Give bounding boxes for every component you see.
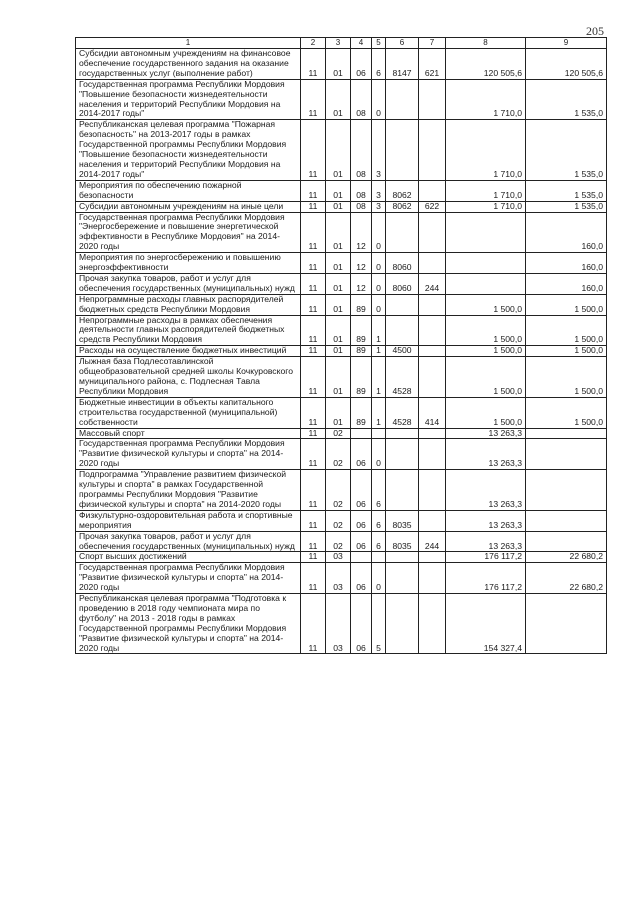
row-name-cell: Прочая закупка товаров, работ и услуг для обеспечения государственных (муниципальных) нужд bbox=[76, 273, 301, 294]
table-row bbox=[76, 439, 607, 470]
section-code-cell: 11 bbox=[301, 552, 326, 563]
amount-col8-cell: 13 263,3 bbox=[446, 439, 526, 470]
table-row bbox=[76, 49, 607, 80]
amount-col9-cell bbox=[526, 510, 607, 531]
header-cell: 3 bbox=[326, 38, 351, 49]
amount-col9-cell: 1 535,0 bbox=[526, 79, 607, 120]
program-code-cell: 06 bbox=[351, 510, 372, 531]
target-item-cell: 4500 bbox=[386, 346, 419, 357]
subprogram-code-cell: 0 bbox=[372, 212, 386, 253]
subsection-code-cell: 01 bbox=[326, 212, 351, 253]
section-code-cell: 11 bbox=[301, 180, 326, 201]
row-name-cell: Спорт высших достижений bbox=[76, 552, 301, 563]
header-cell: 6 bbox=[386, 38, 419, 49]
amount-col9-cell: 160,0 bbox=[526, 212, 607, 253]
target-item-cell bbox=[386, 563, 419, 594]
row-name-cell: Физкультурно-оздоровительная работа и спортивные мероприятия bbox=[76, 510, 301, 531]
table-row bbox=[76, 470, 607, 511]
amount-col8-cell: 1 500,0 bbox=[446, 294, 526, 315]
section-code-cell: 11 bbox=[301, 563, 326, 594]
expense-type-cell: 622 bbox=[419, 201, 446, 212]
amount-col8-cell: 13 263,3 bbox=[446, 428, 526, 439]
table-row bbox=[76, 180, 607, 201]
target-item-cell bbox=[386, 428, 419, 439]
target-item-cell bbox=[386, 212, 419, 253]
program-code-cell: 06 bbox=[351, 563, 372, 594]
subsection-code-cell: 03 bbox=[326, 563, 351, 594]
amount-col9-cell: 1 500,0 bbox=[526, 294, 607, 315]
expense-type-cell bbox=[419, 510, 446, 531]
subsection-code-cell: 02 bbox=[326, 439, 351, 470]
target-item-cell: 8060 bbox=[386, 253, 419, 274]
row-name-cell: Государственная программа Республики Мордовия "Повышение безопасности жизнедеятельности населения и территорий Республики Мордовия на 2014-2017 годы" bbox=[76, 79, 301, 120]
expense-type-cell bbox=[419, 253, 446, 274]
table-row bbox=[76, 397, 607, 428]
amount-col8-cell: 13 263,3 bbox=[446, 470, 526, 511]
amount-col8-cell bbox=[446, 273, 526, 294]
section-code-cell: 11 bbox=[301, 315, 326, 346]
subsection-code-cell: 02 bbox=[326, 470, 351, 511]
amount-col8-cell: 13 263,3 bbox=[446, 510, 526, 531]
section-code-cell: 11 bbox=[301, 120, 326, 180]
program-code-cell: 89 bbox=[351, 346, 372, 357]
row-name-cell: Государственная программа Республики Мордовия "Развитие физической культуры и спорта" на 2014-2020 годы bbox=[76, 439, 301, 470]
header-cell: 7 bbox=[419, 38, 446, 49]
amount-col9-cell bbox=[526, 531, 607, 552]
subsection-code-cell: 03 bbox=[326, 594, 351, 654]
subsection-code-cell: 01 bbox=[326, 315, 351, 346]
target-item-cell bbox=[386, 79, 419, 120]
expense-type-cell bbox=[419, 294, 446, 315]
subprogram-code-cell: 0 bbox=[372, 253, 386, 274]
program-code-cell: 89 bbox=[351, 294, 372, 315]
amount-col9-cell bbox=[526, 594, 607, 654]
amount-col8-cell: 1 710,0 bbox=[446, 79, 526, 120]
row-name-cell: Субсидии автономным учреждениям на финансовое обеспечение государственного задания на оказание государственных услуг (выполнение работ) bbox=[76, 49, 301, 80]
amount-col9-cell: 160,0 bbox=[526, 273, 607, 294]
subprogram-code-cell: 6 bbox=[372, 531, 386, 552]
program-code-cell: 06 bbox=[351, 439, 372, 470]
amount-col9-cell: 1 500,0 bbox=[526, 397, 607, 428]
row-name-cell: Мероприятия по энергосбережению и повышению энергоэффективности bbox=[76, 253, 301, 274]
budget-table bbox=[75, 37, 607, 654]
target-item-cell: 8062 bbox=[386, 201, 419, 212]
header-cell: 1 bbox=[76, 38, 301, 49]
target-item-cell: 8035 bbox=[386, 510, 419, 531]
amount-col8-cell: 154 327,4 bbox=[446, 594, 526, 654]
target-item-cell bbox=[386, 552, 419, 563]
amount-col9-cell: 1 535,0 bbox=[526, 201, 607, 212]
page-number: 205 bbox=[586, 24, 604, 38]
expense-type-cell bbox=[419, 79, 446, 120]
table-header-row bbox=[76, 38, 607, 49]
subsection-code-cell: 01 bbox=[326, 120, 351, 180]
subsection-code-cell: 01 bbox=[326, 49, 351, 80]
target-item-cell bbox=[386, 439, 419, 470]
table-row bbox=[76, 120, 607, 180]
subsection-code-cell: 01 bbox=[326, 357, 351, 398]
subprogram-code-cell: 0 bbox=[372, 439, 386, 470]
section-code-cell: 11 bbox=[301, 594, 326, 654]
row-name-cell: Государственная программа Республики Мордовия "Развитие физической культуры и спорта" на 2014-2020 годы bbox=[76, 563, 301, 594]
program-code-cell: 06 bbox=[351, 49, 372, 80]
target-item-cell bbox=[386, 315, 419, 346]
program-code-cell: 12 bbox=[351, 273, 372, 294]
table-row bbox=[76, 552, 607, 563]
subsection-code-cell: 02 bbox=[326, 531, 351, 552]
header-cell: 5 bbox=[372, 38, 386, 49]
section-code-cell: 11 bbox=[301, 79, 326, 120]
expense-type-cell bbox=[419, 357, 446, 398]
expense-type-cell bbox=[419, 439, 446, 470]
amount-col8-cell: 176 117,2 bbox=[446, 552, 526, 563]
amount-col8-cell: 1 500,0 bbox=[446, 357, 526, 398]
subsection-code-cell: 02 bbox=[326, 428, 351, 439]
section-code-cell: 11 bbox=[301, 346, 326, 357]
target-item-cell bbox=[386, 120, 419, 180]
target-item-cell bbox=[386, 294, 419, 315]
program-code-cell: 89 bbox=[351, 315, 372, 346]
subprogram-code-cell: 1 bbox=[372, 397, 386, 428]
expense-type-cell: 244 bbox=[419, 531, 446, 552]
table-row bbox=[76, 510, 607, 531]
amount-col8-cell: 13 263,3 bbox=[446, 531, 526, 552]
amount-col9-cell bbox=[526, 470, 607, 511]
amount-col8-cell: 1 710,0 bbox=[446, 120, 526, 180]
header-cell: 9 bbox=[526, 38, 607, 49]
amount-col8-cell: 120 505,6 bbox=[446, 49, 526, 80]
target-item-cell: 8062 bbox=[386, 180, 419, 201]
row-name-cell: Бюджетные инвестиции в объекты капитального строительства государственной (муниципальной) собственности bbox=[76, 397, 301, 428]
subprogram-code-cell: 1 bbox=[372, 346, 386, 357]
section-code-cell: 11 bbox=[301, 510, 326, 531]
subsection-code-cell: 01 bbox=[326, 397, 351, 428]
program-code-cell: 06 bbox=[351, 531, 372, 552]
section-code-cell: 11 bbox=[301, 428, 326, 439]
program-code-cell: 12 bbox=[351, 212, 372, 253]
amount-col9-cell bbox=[526, 439, 607, 470]
section-code-cell: 11 bbox=[301, 253, 326, 274]
amount-col8-cell: 1 500,0 bbox=[446, 397, 526, 428]
subprogram-code-cell: 3 bbox=[372, 180, 386, 201]
amount-col9-cell: 1 500,0 bbox=[526, 357, 607, 398]
table-row bbox=[76, 273, 607, 294]
subprogram-code-cell bbox=[372, 428, 386, 439]
program-code-cell: 06 bbox=[351, 470, 372, 511]
table-row bbox=[76, 346, 607, 357]
header-cell: 8 bbox=[446, 38, 526, 49]
expense-type-cell bbox=[419, 212, 446, 253]
section-code-cell: 11 bbox=[301, 439, 326, 470]
amount-col9-cell: 1 500,0 bbox=[526, 346, 607, 357]
subsection-code-cell: 01 bbox=[326, 79, 351, 120]
table-row bbox=[76, 563, 607, 594]
header-cell: 4 bbox=[351, 38, 372, 49]
row-name-cell: Республиканская целевая программа "Подготовка к проведению в 2018 году чемпионата мира по футболу" на 2013 - 2018 годы в рамках Государственной программы Республики Мордовия "Развитие физической культуры и спорта" на 2014-2020 годы bbox=[76, 594, 301, 654]
amount-col9-cell: 1 535,0 bbox=[526, 180, 607, 201]
expense-type-cell bbox=[419, 120, 446, 180]
subprogram-code-cell: 6 bbox=[372, 510, 386, 531]
row-name-cell: Подпрограмма "Управление развитием физической культуры и спорта" в рамках Государственной программы Республики Мордовия "Развитие физической культуры и спорта" на 2014-2020 годы bbox=[76, 470, 301, 511]
row-name-cell: Государственная программа Республики Мордовия "Энергосбережение и повышение энергетической эффективности в Республике Мордовия" на 2014-2020 годы bbox=[76, 212, 301, 253]
table-row bbox=[76, 428, 607, 439]
target-item-cell: 8147 bbox=[386, 49, 419, 80]
section-code-cell: 11 bbox=[301, 212, 326, 253]
section-code-cell: 11 bbox=[301, 397, 326, 428]
expense-type-cell bbox=[419, 563, 446, 594]
target-item-cell: 4528 bbox=[386, 397, 419, 428]
target-item-cell: 8060 bbox=[386, 273, 419, 294]
expense-type-cell bbox=[419, 346, 446, 357]
amount-col9-cell: 1 535,0 bbox=[526, 120, 607, 180]
amount-col8-cell bbox=[446, 253, 526, 274]
section-code-cell: 11 bbox=[301, 273, 326, 294]
subsection-code-cell: 03 bbox=[326, 552, 351, 563]
program-code-cell: 89 bbox=[351, 357, 372, 398]
subsection-code-cell: 01 bbox=[326, 346, 351, 357]
subsection-code-cell: 01 bbox=[326, 253, 351, 274]
program-code-cell: 08 bbox=[351, 201, 372, 212]
subsection-code-cell: 01 bbox=[326, 273, 351, 294]
subsection-code-cell: 02 bbox=[326, 510, 351, 531]
amount-col8-cell bbox=[446, 212, 526, 253]
program-code-cell: 08 bbox=[351, 120, 372, 180]
row-name-cell: Непрограммные расходы главных распорядителей бюджетных средств Республики Мордовия bbox=[76, 294, 301, 315]
amount-col9-cell: 160,0 bbox=[526, 253, 607, 274]
section-code-cell: 11 bbox=[301, 531, 326, 552]
subprogram-code-cell: 1 bbox=[372, 315, 386, 346]
row-name-cell: Лыжная база Подлесотавлинской общеобразовательной средней школы Кочкуровского муниципального района, с. Подлесная Тавла Республики Мордовия bbox=[76, 357, 301, 398]
section-code-cell: 11 bbox=[301, 294, 326, 315]
subprogram-code-cell: 3 bbox=[372, 120, 386, 180]
subsection-code-cell: 01 bbox=[326, 180, 351, 201]
header-cell: 2 bbox=[301, 38, 326, 49]
expense-type-cell bbox=[419, 180, 446, 201]
program-code-cell bbox=[351, 552, 372, 563]
expense-type-cell: 414 bbox=[419, 397, 446, 428]
section-code-cell: 11 bbox=[301, 49, 326, 80]
expense-type-cell bbox=[419, 552, 446, 563]
section-code-cell: 11 bbox=[301, 470, 326, 511]
amount-col8-cell: 1 710,0 bbox=[446, 180, 526, 201]
amount-col8-cell: 1 710,0 bbox=[446, 201, 526, 212]
subprogram-code-cell: 0 bbox=[372, 79, 386, 120]
section-code-cell: 11 bbox=[301, 357, 326, 398]
target-item-cell bbox=[386, 594, 419, 654]
subsection-code-cell: 01 bbox=[326, 294, 351, 315]
expense-type-cell: 244 bbox=[419, 273, 446, 294]
table-row bbox=[76, 253, 607, 274]
table-row bbox=[76, 212, 607, 253]
amount-col8-cell: 176 117,2 bbox=[446, 563, 526, 594]
table-row bbox=[76, 201, 607, 212]
section-code-cell: 11 bbox=[301, 201, 326, 212]
table-row bbox=[76, 315, 607, 346]
target-item-cell: 4528 bbox=[386, 357, 419, 398]
table-body bbox=[76, 38, 607, 654]
program-code-cell bbox=[351, 428, 372, 439]
table-row bbox=[76, 79, 607, 120]
expense-type-cell: 621 bbox=[419, 49, 446, 80]
table-row bbox=[76, 531, 607, 552]
amount-col9-cell: 22 680,2 bbox=[526, 552, 607, 563]
expense-type-cell bbox=[419, 470, 446, 511]
subsection-code-cell: 01 bbox=[326, 201, 351, 212]
amount-col8-cell: 1 500,0 bbox=[446, 315, 526, 346]
subprogram-code-cell: 6 bbox=[372, 470, 386, 511]
row-name-cell: Республиканская целевая программа "Пожарная безопасность" на 2013-2017 годы в рамках Государственной программы Республики Мордовия "Повышение безопасности жизнедеятельности населения и территорий Республики Мордовия на 2014-2017 годы" bbox=[76, 120, 301, 180]
amount-col8-cell: 1 500,0 bbox=[446, 346, 526, 357]
amount-col9-cell: 1 500,0 bbox=[526, 315, 607, 346]
row-name-cell: Прочая закупка товаров, работ и услуг для обеспечения государственных (муниципальных) нужд bbox=[76, 531, 301, 552]
subprogram-code-cell: 3 bbox=[372, 201, 386, 212]
table-row bbox=[76, 594, 607, 654]
subprogram-code-cell: 0 bbox=[372, 294, 386, 315]
row-name-cell: Субсидии автономным учреждениям на иные цели bbox=[76, 201, 301, 212]
target-item-cell: 8035 bbox=[386, 531, 419, 552]
subprogram-code-cell: 6 bbox=[372, 49, 386, 80]
program-code-cell: 06 bbox=[351, 594, 372, 654]
expense-type-cell bbox=[419, 594, 446, 654]
expense-type-cell bbox=[419, 315, 446, 346]
amount-col9-cell: 22 680,2 bbox=[526, 563, 607, 594]
table-row bbox=[76, 294, 607, 315]
program-code-cell: 08 bbox=[351, 79, 372, 120]
program-code-cell: 12 bbox=[351, 253, 372, 274]
table-row bbox=[76, 357, 607, 398]
target-item-cell bbox=[386, 470, 419, 511]
subprogram-code-cell: 0 bbox=[372, 563, 386, 594]
program-code-cell: 89 bbox=[351, 397, 372, 428]
subprogram-code-cell bbox=[372, 552, 386, 563]
row-name-cell: Мероприятия по обеспечению пожарной безопасности bbox=[76, 180, 301, 201]
row-name-cell: Расходы на осуществление бюджетных инвестиций bbox=[76, 346, 301, 357]
subprogram-code-cell: 0 bbox=[372, 273, 386, 294]
program-code-cell: 08 bbox=[351, 180, 372, 201]
expense-type-cell bbox=[419, 428, 446, 439]
subprogram-code-cell: 1 bbox=[372, 357, 386, 398]
amount-col9-cell bbox=[526, 428, 607, 439]
row-name-cell: Непрограммные расходы в рамках обеспечения деятельности главных распорядителей бюджетных средств Республики Мордовия bbox=[76, 315, 301, 346]
amount-col9-cell: 120 505,6 bbox=[526, 49, 607, 80]
subprogram-code-cell: 5 bbox=[372, 594, 386, 654]
row-name-cell: Массовый спорт bbox=[76, 428, 301, 439]
